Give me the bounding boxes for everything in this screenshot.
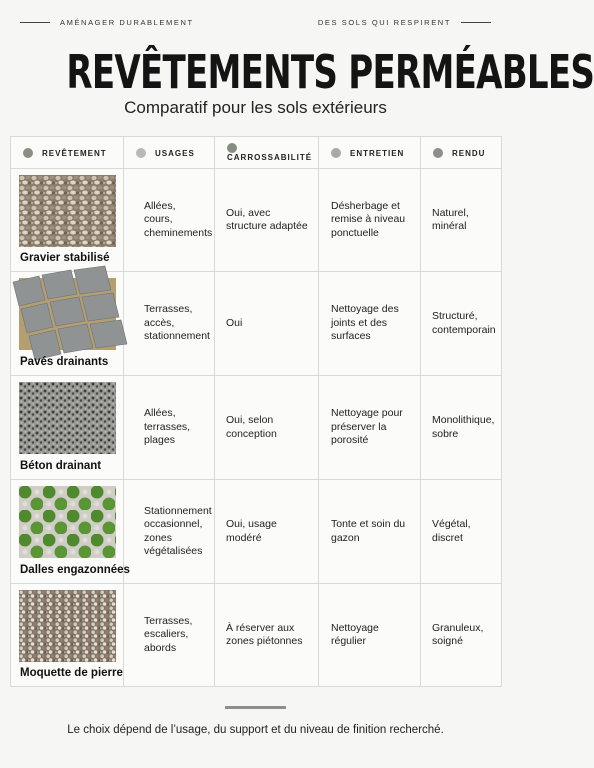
revetement-cell — [11, 169, 124, 272]
header-dot-icon — [227, 143, 237, 153]
grass-paver-texture-image — [19, 486, 116, 558]
left-tag: AMÉNAGER DURABLEMENT — [60, 17, 194, 27]
row-name: Dalles engazonnées — [20, 563, 130, 576]
usages-cell: Allées, terrasses, plages — [124, 376, 215, 480]
carrossabilite-cell: Oui, usage modéré — [215, 480, 319, 584]
page-subtitle: Comparatif pour les sols extérieurs — [124, 98, 387, 117]
row-name: Pavés drainants — [20, 355, 109, 368]
usages-cell: Terrasses, accès, stationnement — [124, 272, 215, 376]
revetement-cell — [11, 272, 124, 376]
column-header-revetement: REVÊTEMENT — [11, 137, 124, 169]
paver-texture-image — [19, 278, 116, 350]
rendu-cell: Naturel, minéral — [421, 169, 502, 272]
rendu-cell: Structuré, contemporain — [421, 272, 502, 376]
revetement-cell — [11, 376, 124, 480]
entretien-cell: Nettoyage régulier — [319, 584, 421, 687]
right-tag: DES SOLS QUI RESPIRENT — [317, 17, 451, 27]
header-dot-icon — [136, 148, 146, 158]
stone-carpet-texture-image — [19, 590, 116, 662]
rendu-cell: Granuleux, soigné — [421, 584, 502, 687]
gravel-texture-image — [19, 175, 116, 247]
table-header-row — [11, 137, 502, 169]
revetement-cell — [11, 480, 130, 584]
entretien-cell: Nettoyage pour préserver la porosité — [319, 376, 421, 480]
entretien-cell: Nettoyage des joints et des surfaces — [319, 272, 421, 376]
header-dot-icon — [23, 148, 33, 158]
row-name: Moquette de pierre — [20, 666, 123, 679]
column-header-carrossabilite: CARROSSABILITÉ — [215, 137, 319, 169]
right-rule — [461, 22, 491, 23]
page-title: REVÊTEMENTS PERMÉABLES — [66, 45, 594, 99]
column-header-rendu: RENDU — [421, 137, 502, 169]
left-rule — [20, 22, 50, 23]
comparison-table — [10, 136, 502, 687]
carrossabilite-cell: Oui — [215, 272, 319, 376]
column-header-usages: USAGES — [124, 137, 215, 169]
usages-cell: Terrasses, escaliers, abords — [124, 584, 215, 687]
table-row — [11, 376, 502, 480]
row-name: Béton drainant — [20, 459, 102, 472]
revetement-cell — [11, 584, 124, 687]
footer-divider — [225, 706, 286, 709]
usages-cell: Allées, cours, cheminements — [124, 169, 215, 272]
top-right — [318, 18, 491, 27]
table-row — [11, 584, 502, 687]
header-dot-icon — [331, 148, 341, 158]
usages-cell: Stationnement occasionnel, zones végétalisées — [124, 480, 215, 584]
top-left — [20, 18, 194, 27]
rendu-cell: Monolithique, sobre — [421, 376, 502, 480]
table-row — [11, 169, 502, 272]
column-header-entretien: ENTRETIEN — [319, 137, 421, 169]
header-dot-icon — [433, 148, 443, 158]
carrossabilite-cell: Oui, selon conception — [215, 376, 319, 480]
entretien-cell: Désherbage et remise à niveau ponctuelle — [319, 169, 421, 272]
entretien-cell: Tonte et soin du gazon — [319, 480, 421, 584]
table-row — [11, 272, 502, 376]
table-row — [11, 480, 502, 584]
top-bar — [20, 15, 491, 29]
porous-concrete-texture-image — [19, 382, 116, 454]
carrossabilite-cell: À réserver aux zones piétonnes — [215, 584, 319, 687]
footer-note: Le choix dépend de l’usage, du support et du niveau de finition recherché. — [67, 724, 444, 736]
carrossabilite-cell: Oui, avec structure adaptée — [215, 169, 319, 272]
row-name: Gravier stabilisé — [20, 251, 110, 264]
rendu-cell: Végétal, discret — [421, 480, 502, 584]
